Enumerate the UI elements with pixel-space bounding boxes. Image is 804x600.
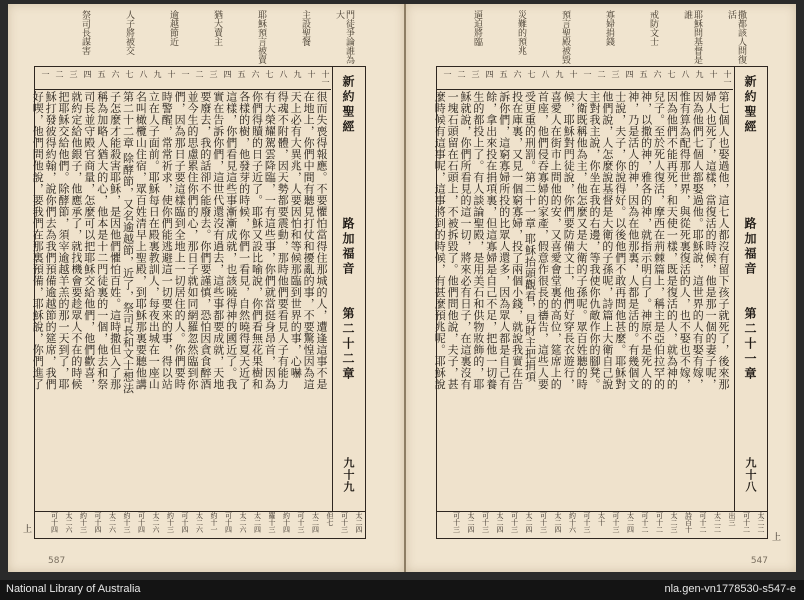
footer-library-credit: National Library of Australia bbox=[6, 583, 141, 595]
text-column: 首座，他們侵吞寡婦的家產，假意作很長的禱告，這些人要 bbox=[536, 91, 550, 390]
text-column: 就約定給他銀子，他應承了，就找機會要趁眾人不在的時候 bbox=[69, 91, 83, 390]
verse-index: 七 bbox=[527, 70, 536, 78]
cross-reference: 太二二 bbox=[713, 512, 722, 533]
cross-reference: 約十三 bbox=[79, 512, 88, 533]
text-column: 司長並守殿官商量，怎麼可以把耶穌交給他們，他們歡喜， bbox=[82, 91, 96, 390]
verse-index: 一 bbox=[583, 70, 592, 78]
verse-index: 十 bbox=[569, 70, 578, 78]
cross-reference: 可十二 bbox=[742, 512, 751, 533]
cross-reference: 約十三 bbox=[123, 512, 131, 533]
cross-reference: 太二四 bbox=[355, 512, 363, 533]
verse-index: 七 bbox=[667, 70, 676, 78]
right-page-number: 九十八 bbox=[744, 457, 757, 493]
text-column: 因為他們不能再死，和天使一樣，既是復活的人，就為神的 bbox=[665, 91, 679, 390]
verse-index: 二 bbox=[597, 70, 606, 78]
left-stamp: 587 bbox=[48, 556, 66, 566]
text-column: 餘，拿出來投在捐項裏，但這寡婦是自己不足，把他一切養 bbox=[484, 91, 498, 390]
text-column: 候，耶穌對門徒說，你們要防備文士，他們好穿長衣遊行， bbox=[562, 91, 576, 390]
verse-index: 十 bbox=[709, 70, 718, 78]
verse-index: 七 bbox=[265, 70, 274, 78]
verse-index: 三 bbox=[611, 70, 620, 78]
cross-reference: 可十二 bbox=[699, 512, 707, 533]
verse-index: 一 bbox=[41, 70, 50, 78]
verse-index: 九 bbox=[293, 70, 302, 78]
verse-index: 八 bbox=[541, 70, 550, 78]
marginal-note: 耶穌預言被賣 bbox=[256, 10, 266, 64]
cross-reference: 可十三 bbox=[612, 512, 620, 533]
left-text-frame bbox=[31, 66, 366, 512]
cross-reference: 羅十三 bbox=[268, 512, 276, 533]
verse-index: 二 bbox=[457, 70, 466, 78]
text-column: 名叫橄欖山住宿，眾百姓清早上聖殿，到耶穌那裏要聽他講 bbox=[134, 91, 148, 390]
cross-reference: 太二六 bbox=[239, 512, 247, 533]
verse-index: 六 bbox=[513, 70, 522, 78]
verse-index: 四 bbox=[485, 70, 494, 78]
text-column: 實在告訴你們，這世代還沒有過去，這些事都要成就，天地 bbox=[211, 91, 225, 390]
text-column: 大衛既稱他為主，他怎麼又是大衛的子孫呢。眾百姓聽的時 bbox=[575, 91, 589, 390]
cross-reference: 但七 bbox=[326, 512, 334, 526]
text-column: 因為他們七個人都娶過他。耶穌說，這世界的人有娶有嫁， bbox=[691, 91, 705, 390]
text-column: 麼時候有這事呢，這事將到的時候，有甚麼預兆呢。耶穌說 bbox=[433, 91, 447, 390]
cross-reference: 可十三 bbox=[583, 512, 591, 533]
cross-reference: 可十二 bbox=[655, 512, 664, 533]
verse-index: 三 bbox=[209, 70, 218, 78]
cross-reference: 可十三 bbox=[297, 512, 305, 533]
marginal-note: 預言聖殿被毀 bbox=[560, 10, 570, 64]
verse-index: 五 bbox=[97, 70, 106, 78]
text-column: 投在庫裏，又見一個窮寡婦，投了兩個小錢，就說我實在告 bbox=[510, 91, 524, 390]
marginal-note: 耶穌問基督是誰 bbox=[682, 10, 702, 64]
right-marginal-notes bbox=[416, 10, 786, 66]
text-column: 喜愛人在街市上問他的安，又喜愛會堂裏的高位，筵席上的 bbox=[549, 91, 563, 390]
verse-index: 五 bbox=[639, 70, 648, 78]
right-verse-index-row bbox=[437, 67, 733, 90]
marginal-note: 祭司長謀害 bbox=[80, 10, 90, 55]
verse-index: 六 bbox=[653, 70, 662, 78]
left-verse-index-row bbox=[35, 67, 331, 90]
cross-reference: 太二四 bbox=[525, 512, 533, 533]
cross-reference: 太二四 bbox=[554, 512, 562, 533]
text-column: 得魂不附體，因天勢都要震動，那時他們要看見人子有能力 bbox=[276, 91, 290, 390]
cross-reference: 太二三 bbox=[670, 512, 678, 533]
verse-index: 九 bbox=[695, 70, 704, 78]
text-column: 各樣的樹，他發芽的時候，你們一看見，自然曉得夏天近了 bbox=[237, 91, 251, 390]
left-cross-references bbox=[34, 510, 366, 539]
cross-reference: 約十三 bbox=[166, 512, 175, 533]
verse-index: 八 bbox=[139, 70, 148, 78]
right-chapter-label: 第二十一章 bbox=[743, 307, 757, 382]
verse-index: 九 bbox=[555, 70, 564, 78]
cross-reference: 可十四 bbox=[137, 512, 146, 533]
text-column: 好喫，他們問他說，要我們在那裏預備，耶穌說，你們進了 bbox=[31, 91, 45, 390]
text-column: 受更重的刑罰。第二十一章 耶穌抬頭觀看，見財主把捐項 bbox=[523, 91, 537, 383]
text-column: 惟有算為配得那世界，與從死裏復活的人，也不娶也不嫁， bbox=[678, 91, 692, 390]
left-chapter-label: 第二十二章 bbox=[341, 307, 355, 382]
marginal-note: 主設聖餐 bbox=[300, 10, 310, 46]
cross-reference: 太二六 bbox=[152, 512, 160, 533]
verse-index: 二 bbox=[55, 70, 64, 78]
text-column: 穌就說，你們所看見的這一切，將來必有日子，在這裏沒有 bbox=[459, 91, 472, 390]
cross-reference: 約十一 bbox=[210, 512, 218, 533]
marginal-note: 逾越節近 bbox=[168, 10, 178, 46]
right-text-frame bbox=[433, 66, 768, 512]
text-column: 立在人子面前。耶穌每日在殿裏教訓人，每夜出城在一座山 bbox=[147, 91, 161, 390]
verse-index: 一 bbox=[443, 70, 452, 78]
cross-reference: 可十三 bbox=[510, 512, 519, 533]
cross-reference: 可十二 bbox=[641, 512, 649, 533]
cross-reference: 可十四 bbox=[224, 512, 233, 533]
cross-reference: 太二四 bbox=[253, 512, 262, 533]
cross-reference: 可十三 bbox=[452, 512, 461, 533]
verse-index: 五 bbox=[499, 70, 508, 78]
verse-index: 七 bbox=[125, 70, 134, 78]
verse-index: 八 bbox=[681, 70, 690, 78]
marginal-note: 寡婦捐錢 bbox=[604, 10, 614, 46]
cross-reference: 太二六 bbox=[65, 512, 73, 533]
marginal-note: 人子將被交 bbox=[124, 10, 134, 55]
footer-identifier: nla.gen-vn1778530-s547-e bbox=[664, 583, 796, 595]
text-column: 子怎麼才能殺害耶穌，是因他們懼怕百姓。這時撒但入了那 bbox=[108, 91, 122, 390]
text-column: 你們得贖的日子近了。耶穌又設比喻說，你們看無花果樹和 bbox=[250, 91, 264, 390]
cross-reference: 太二四 bbox=[467, 512, 475, 533]
text-column: 稱為加略人猶大的心，他本是十二門徒裏的一個，他去和祭 bbox=[95, 91, 109, 390]
text-column: 婦人也死了，這樣，當復活的時候，他是那一個的妻子呢， bbox=[704, 91, 718, 390]
verse-index: 六 bbox=[111, 70, 120, 78]
marginal-note: 災難的預兆 bbox=[516, 10, 526, 55]
left-volume-mark: 上 bbox=[21, 524, 31, 533]
text-column: 並今生的思慮累住你們的心，那日子就如同網羅忽然臨到你 bbox=[186, 91, 199, 390]
text-column: 們，因為那日子要這樣臨到全地上一切居住的人。你們要時 bbox=[173, 91, 187, 390]
cross-reference: 可十三 bbox=[539, 512, 548, 533]
verse-index: 四 bbox=[223, 70, 232, 78]
text-column: 他們說，人怎麼說基督是大衛的子孫呢，詩篇上大衛自己說 bbox=[600, 91, 614, 390]
marginal-note: 逼迫將臨 bbox=[472, 10, 482, 46]
verse-index: 四 bbox=[83, 70, 92, 78]
right-running-title: 新約聖經 bbox=[743, 75, 757, 135]
verse-index: 十 bbox=[167, 70, 176, 78]
cross-reference: 約十四 bbox=[282, 512, 291, 533]
text-column: 這樣，你們看見這些事漸漸成就，也該曉得神的國近了。我 bbox=[224, 91, 238, 390]
cross-reference: 太二六 bbox=[108, 512, 117, 533]
text-column: 天上必有大異兆，人要因怕和等候那臨到世界的事，心嚇 bbox=[289, 91, 303, 379]
text-column: 在地上，你們中間有聽見打仗和擾亂的事，不要驚惶因為這 bbox=[302, 91, 316, 390]
text-column: 士說，夫子，你說得好。以後他們不敢再問他甚麼。耶穌對 bbox=[613, 91, 627, 390]
right-stamp: 547 bbox=[750, 556, 768, 566]
verse-index: 三 bbox=[471, 70, 480, 78]
text-column: 一塊石頭留在石頭上，不被拆毀了。他們問他說，夫子，甚 bbox=[446, 91, 460, 390]
verse-index: 一 bbox=[181, 70, 190, 78]
verse-index: 十一 bbox=[723, 70, 732, 86]
right-text-columns bbox=[433, 91, 731, 507]
cross-reference: 約十六 bbox=[568, 512, 577, 533]
verse-index: 十 bbox=[307, 70, 316, 78]
cross-reference: 可十四 bbox=[94, 512, 102, 533]
marginal-note: 撒都該人問復活 bbox=[726, 10, 746, 64]
cross-reference: 太二四 bbox=[496, 512, 504, 533]
marginal-note: 門徒爭論誰為大 bbox=[334, 10, 354, 64]
left-book-name: 路加福音 bbox=[341, 217, 355, 277]
verse-index: 十一 bbox=[321, 70, 330, 86]
text-column: 生的都投上了。有人談論聖殿，是用美石和供物妝飾的，耶 bbox=[471, 91, 485, 390]
verse-index: 四 bbox=[625, 70, 634, 78]
cross-reference: 可十三 bbox=[481, 512, 490, 533]
text-column: 穌打發彼得約翰，說你們去為我們預備逾越節的筵席，我們 bbox=[44, 91, 58, 390]
text-column: 神，以撒的神，雅各的神，就指示明白了。神原不是死人的 bbox=[639, 91, 653, 390]
verse-index: 二 bbox=[195, 70, 204, 78]
text-column: 訴你們，這窮寡婦所投的比眾人還多，因為眾人都是自己有 bbox=[497, 91, 511, 390]
cross-reference: 詩百十 bbox=[684, 512, 693, 533]
right-book-name: 路加福音 bbox=[743, 217, 757, 277]
cross-reference: 可十四 bbox=[181, 512, 189, 533]
marginal-note: 戒防文士 bbox=[648, 10, 658, 46]
text-column: 兒子。至於死人復活，摩西在荊棘篇上，稱主是亞伯拉罕的 bbox=[652, 91, 666, 390]
right-running-header bbox=[734, 67, 767, 511]
right-page bbox=[406, 4, 796, 572]
right-volume-mark: 上 bbox=[770, 532, 780, 541]
left-page bbox=[8, 4, 405, 572]
cross-reference: 出三 bbox=[728, 512, 736, 526]
text-column: 神，乃是活人的神，因為在他那裏，人都是活的。有幾個文 bbox=[626, 91, 640, 390]
left-marginal-notes bbox=[18, 10, 394, 66]
book-spread bbox=[8, 4, 796, 572]
cross-reference: 太二四 bbox=[626, 512, 635, 533]
footer-bar bbox=[0, 580, 804, 600]
text-column: 有大榮耀駕雲降臨，一有這些事，你們就當挺身昂首，因為 bbox=[263, 91, 277, 390]
cross-reference: 太二二 bbox=[757, 512, 765, 533]
text-column: 要廢去，我的話卻不能廢去。你們要謹慎，恐怕因貪食醉酒 bbox=[198, 91, 212, 390]
cross-reference: 可十四 bbox=[50, 512, 59, 533]
left-running-header bbox=[332, 67, 365, 511]
text-column: 時警醒，常常祈求，使你們能逃避這一切要來的事，得以站 bbox=[160, 91, 174, 390]
verse-index: 三 bbox=[69, 70, 78, 78]
left-running-title: 新約聖經 bbox=[341, 75, 355, 135]
text-column: 很而失喪得報應。不要懼怕當得住那城的人，遭逢這事不是 bbox=[315, 91, 328, 390]
verse-index: 九 bbox=[153, 70, 162, 78]
text-column: 第七個人也娶過他，這七人都沒有留下孩子就死了，後來那 bbox=[717, 91, 730, 390]
text-column: 把耶穌交給他們。除酵節，須宰逾越羊羔的那一天到了，耶 bbox=[57, 91, 70, 390]
verse-index: 八 bbox=[279, 70, 288, 78]
cross-reference: 太二六 bbox=[195, 512, 204, 533]
verse-index: 六 bbox=[251, 70, 260, 78]
right-cross-references bbox=[436, 510, 768, 539]
text-column: 第二十二章 除酵節，又名逾越節，近了，祭司長和文士想法 bbox=[121, 91, 135, 394]
cross-reference: 太十 bbox=[597, 512, 606, 526]
left-text-columns bbox=[31, 91, 329, 507]
text-column: 主對我主說，你坐在我的右邊，等我使你仇敵作你的腳凳。 bbox=[588, 91, 601, 390]
cross-reference: 太二四 bbox=[311, 512, 320, 533]
cross-reference: 可十三 bbox=[340, 512, 349, 533]
verse-index: 五 bbox=[237, 70, 246, 78]
left-page-number: 九十九 bbox=[342, 457, 355, 493]
marginal-note: 猶大賣主 bbox=[212, 10, 222, 46]
